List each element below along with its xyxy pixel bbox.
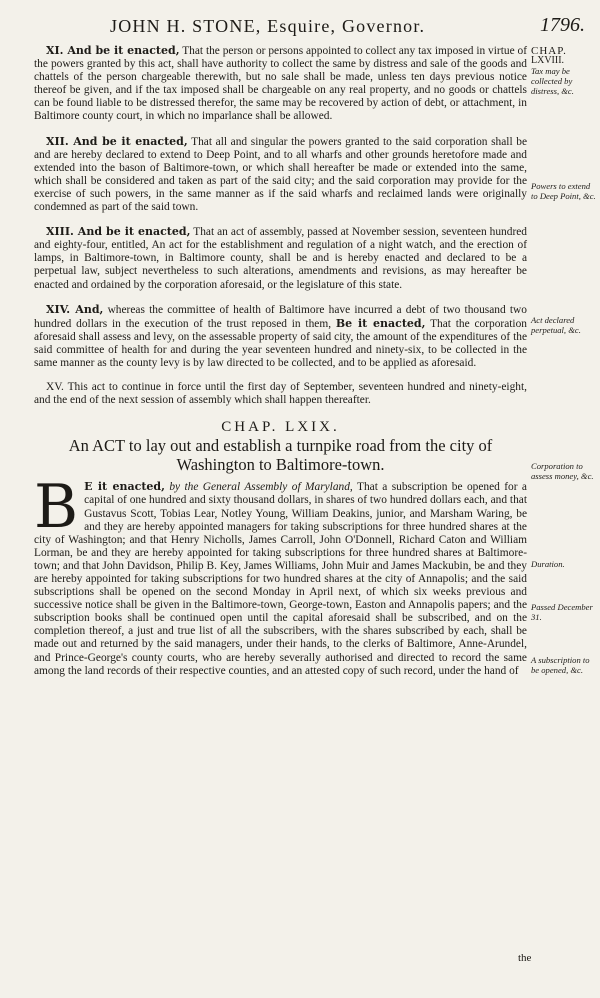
- margin-chap-number: LXVIII.: [531, 55, 565, 66]
- section-lead: XIII. And be it enacted,: [46, 225, 191, 239]
- main-text-column: [34, 44, 527, 678]
- section-text: That the person or persons appointed to collect any tax imposed in virtue of the powers granted by this act, shall have authority to collect the same by distress and sale of the goods and chattels of the person chargeable therewith, but no sale shall be made, unless ten days previous notice thereof be given, and if the tax imposed shall be chargeable on any real property, and no goods or chattels can be found liable to be distressed therefor, the same may be recovered by action of debt, or attachment, in Baltimore county court, in which no imparlance shall be allowed.: [34, 45, 527, 123]
- section-xii: [34, 135, 527, 215]
- section-xiii: [34, 225, 527, 291]
- margin-note-duration: Duration.: [531, 559, 565, 569]
- chapter-heading: CHAP. LXIX.: [221, 419, 340, 436]
- enact-lead: E it enacted,: [84, 480, 165, 494]
- act-title: An ACT to lay out and establish a turnpike road from the city of Washington to Baltimore-town.: [68, 436, 493, 475]
- catchword: the: [518, 952, 532, 964]
- section-lead: XIV. And,: [46, 302, 104, 316]
- running-head: [0, 14, 600, 42]
- enact-body: That a subscription be opened for a capital of one hundred and sixty thousand dollars, in shares of two hundred dollars each, and that Gustavus Scott, Tobias Lear, Notley Young, William Deakins, junior, and Marsham Waring, be and they are hereby appointed managers for taking subscriptions for three hundred shares at the city of Washington; and that Henry Nicholls, James Carroll, John O'Donnell, Richard Caton and William Lorman, be and they are hereby appointed for taking subscriptions for three hundred shares at Baltimore-town; and that John Davidson, Philip B. Key, James Williams, John Muir and James Mackubin, be and they are hereby appointed for taking subscriptions for two hundred shares at the city of Annapolis; and the said subscriptions shall be opened on the second Monday in April next, of which six weeks previous and successive notice shall be given in the Baltimore-town, George-town, Easton and Annapolis papers; and the subscription books shall be continued open until the capital aforesaid shall be subscribed, and on the completion thereof, a just and true list of all the subscribers, with the shares subscribed by each, shall be made out and returned by the said managers, under their hands, to the clerks of Baltimore, Anne-Arundel, and Prince-George's county courts, who are hereby severally authorised and directed to record the same among the land records of their respective counties, and an attested copy of such record, under the hand of: [34, 481, 527, 677]
- margin-note-perpetual: Act declared perpetual, &c.: [531, 315, 581, 335]
- section-text: This act to continue in force until the first day of September, seventeen hundred and ninety-eight, and the end of the next session of assembly which shall happen thereafter.: [34, 381, 527, 407]
- section-text: whereas the committee of health of Baltimore have incurred a debt of two thousand two hundred dollars in the execution of the trust reposed in them,: [34, 303, 527, 330]
- margin-note-subscription: A subscription to be opened, &c.: [531, 655, 590, 675]
- section-text: That all and singular the powers granted to the said corporation shall be and are hereby declared to extend to Deep Point, and to all wharfs and other grounds heretofore made and extended into the bason of Baltimore-town, or which shall hereafter be made or extended into the same, which shall be considered and taken as part of the said city; and the said corporation may provide for the exercise of such powers, in the same manner as if the said wharfs and reclaimed lands were originally condemned as part of the said town.: [34, 135, 527, 214]
- margin-note-deep-point: Powers to extend to Deep Point, &c.: [531, 181, 596, 201]
- page-year: 1796.: [540, 14, 585, 36]
- drop-cap: B: [34, 472, 79, 543]
- margin-note-distress: Tax may be collected by distress, &c.: [531, 66, 574, 96]
- section-xiv: [34, 303, 527, 370]
- running-title: JOHN H. STONE, Esquire, Governor.: [110, 16, 426, 36]
- section-lead: XI. And be it enacted,: [46, 44, 180, 57]
- section-xv: [34, 381, 527, 407]
- section-lead: XII. And be it enacted,: [46, 134, 188, 148]
- margin-note-assess: Corporation to assess money, &c.: [531, 461, 594, 481]
- section-lead-2: Be it enacted,: [335, 316, 426, 330]
- enacting-paragraph: [34, 472, 527, 677]
- section-text: That an act of assembly, passed at November session, seventeen hundred and eighty-four, entitled, An act for the establishment and regulation of a night watch, and the erection of lamps, in Baltimore-town, in Baltimore county, shall be and is hereby enacted and declared to be a perpetual law, subject nevertheless to such alterations, amendments and revisions, as may hereafter be enacted and ordained by the corporation aforesaid, or the legislature of this state.: [34, 226, 527, 291]
- margin-chapter: [531, 46, 597, 96]
- margin-chap-label: CHAP.: [531, 45, 567, 57]
- section-xi: [34, 44, 527, 124]
- section-text-2: That the corporation aforesaid shall assess and levy, on the assessable property of said city, the amount of the expenditures of the said committee of health for and during the year seventeen hundred and ninety-six, to be collected in the same manner as the county levy is by law directed to be collected, and to be applied as aforesaid.: [34, 317, 527, 369]
- margin-note-passed: Passed December 31.: [531, 602, 593, 622]
- section-lead: XV.: [46, 381, 64, 394]
- enact-authority: by the General Assembly of Maryland,: [169, 481, 353, 494]
